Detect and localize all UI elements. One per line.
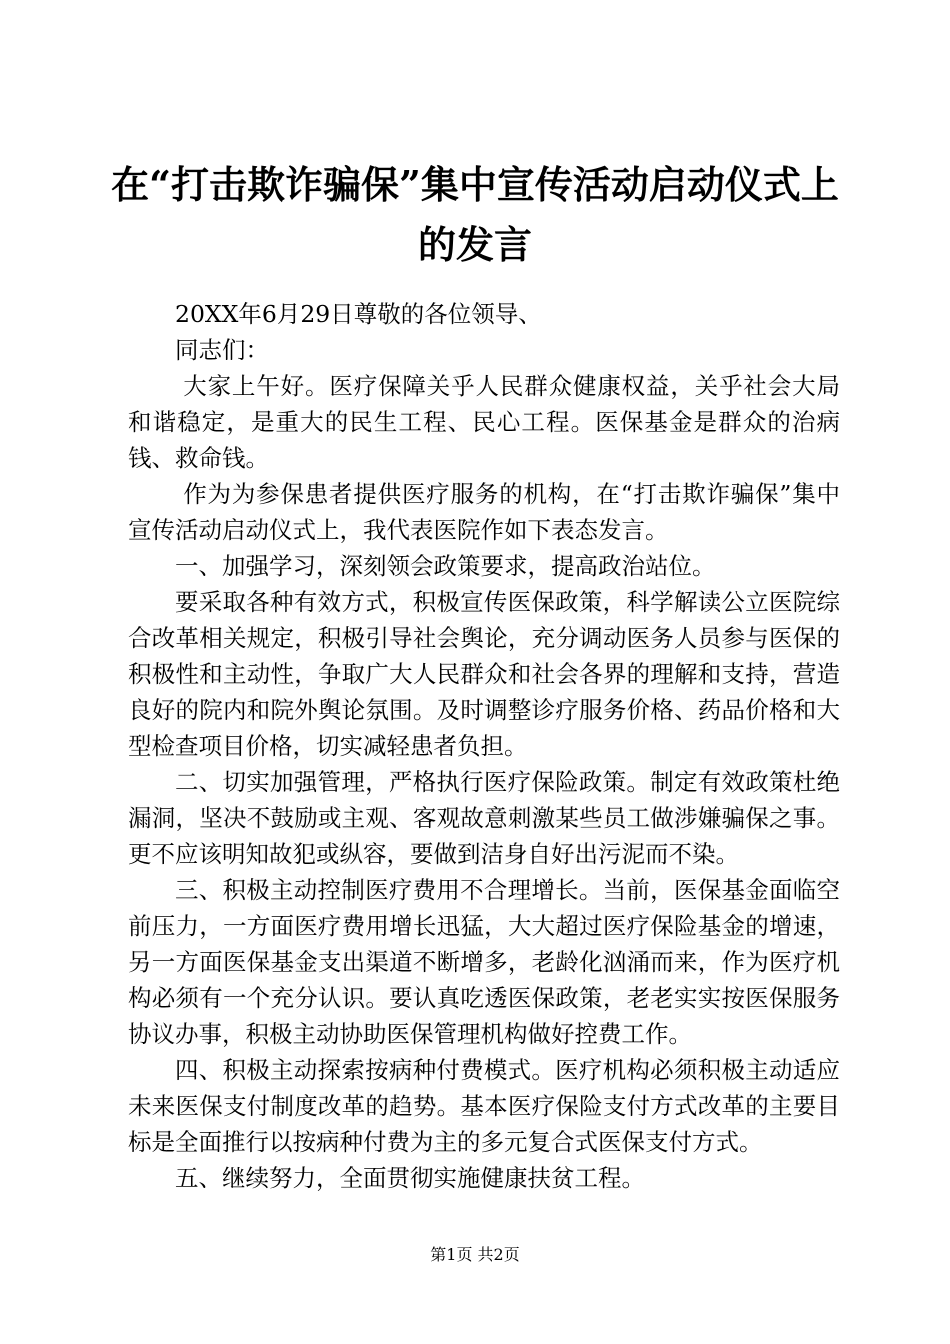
paragraph-heading-1: 一、加强学习，深刻领会政策要求，提高政治站位。 (175, 552, 716, 580)
paragraph-date-salutation: 20XX年6月29日尊敬的各位领导、 (175, 300, 542, 328)
paragraph-section-2: 二、切实加强管理，严格执行医疗保险政策。制定有效政策杜绝漏洞，坚决不鼓励或主观、客观故意刺激某些员工做涉嫌骗保之事。更不应该明知故犯或纵容，要做到洁身自好出污泥而不染。 (128, 768, 840, 868)
paragraph-section-3: 三、积极主动控制医疗费用不合理增长。当前，医保基金面临空前压力，一方面医疗费用增长迅猛，大大超过医疗保险基金的增速，另一方面医保基金支出渠道不断增多，老龄化汹涌而来，作为医疗机构必须有一个充分认识。要认真吃透医保政策，老老实实按医保服务协议办事，积极主动协助医保管理机构做好控费工作。 (128, 876, 840, 1048)
paragraph-salutation: 同志们： (175, 336, 269, 364)
paragraph-intro: 作为为参保患者提供医疗服务的机构，在“打击欺诈骗保”集中宣传活动启动仪式上，我代表医院作如下表态发言。 (128, 480, 840, 544)
paragraph-section-4: 四、积极主动探索按病种付费模式。医疗机构必须积极主动适应未来医保支付制度改革的趋势。基本医疗保险支付方式改革的主要目标是全面推行以按病种付费为主的多元复合式医保支付方式。 (128, 1056, 840, 1156)
paragraph-section-1: 要采取各种有效方式，积极宣传医保政策，科学解读公立医院综合改革相关规定，积极引导社会舆论，充分调动医务人员参与医保的积极性和主动性，争取广大人民群众和社会各界的理解和支持，营造良好的院内和院外舆论氛围。及时调整诊疗服务价格、药品价格和大型检查项目价格，切实减轻患者负担。 (128, 588, 840, 760)
paragraph-heading-5: 五、继续努力，全面贯彻实施健康扶贫工程。 (175, 1164, 645, 1192)
document-title-line1: 在“打击欺诈骗保”集中宣传活动启动仪式上 (111, 162, 839, 207)
page-footer: 第1页 共2页 (430, 1245, 520, 1264)
document-body (128, 296, 840, 1196)
document-title-line2: 的发言 (417, 222, 532, 267)
paragraph-greeting: 大家上午好。医疗保障关乎人民群众健康权益，关乎社会大局和谐稳定，是重大的民生工程、民心工程。医保基金是群众的治病钱、救命钱。 (128, 372, 840, 472)
